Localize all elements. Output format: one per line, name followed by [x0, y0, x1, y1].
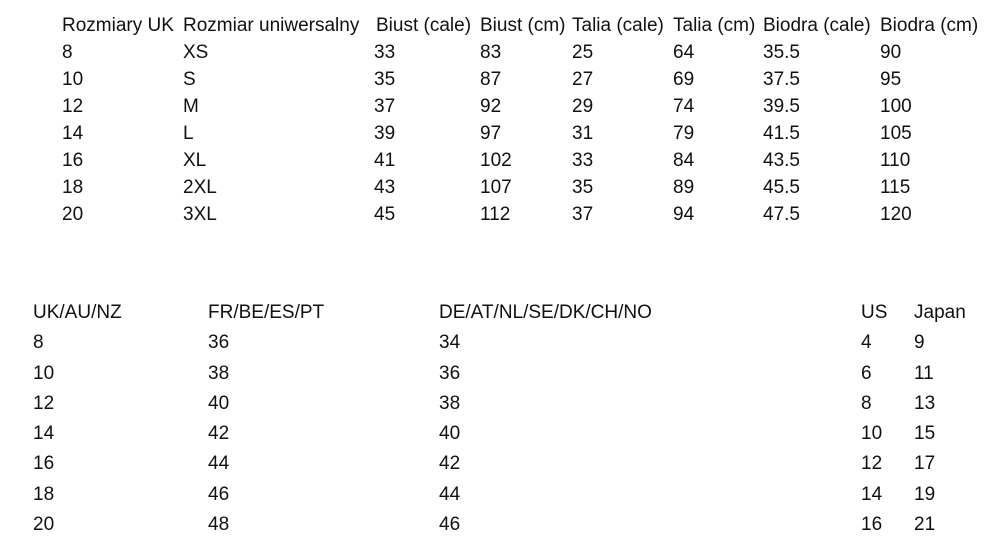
- header-biust-cale: Biust (cale): [376, 15, 472, 36]
- table-cell: 112: [480, 204, 511, 225]
- size-chart-body: [0, 39, 1000, 228]
- table-cell: 29: [572, 96, 594, 117]
- table-cell: 74: [673, 96, 695, 117]
- table-cell: 84: [673, 150, 695, 171]
- table-row: [0, 389, 1000, 419]
- table-cell: 48: [208, 514, 230, 536]
- table-cell: 100: [880, 96, 912, 117]
- table-cell: 37: [572, 204, 594, 225]
- table-cell: 97: [480, 123, 502, 144]
- header-japan: Japan: [914, 302, 966, 323]
- header-biodra-cale: Biodra (cale): [763, 15, 871, 36]
- table-cell: S: [183, 69, 196, 90]
- table-cell: 90: [880, 42, 902, 63]
- table-cell: 115: [880, 177, 911, 198]
- table-cell: 12: [62, 96, 84, 117]
- header-biodra-cm: Biodra (cm): [880, 15, 979, 36]
- table-cell: 34: [439, 332, 461, 354]
- table-cell: 36: [208, 332, 230, 354]
- table-cell: 17: [914, 453, 936, 475]
- header-talia-cm: Talia (cm): [673, 15, 756, 36]
- header-de-at-nl-se-dk-ch-no: DE/AT/NL/SE/DK/CH/NO: [439, 302, 652, 323]
- table-cell: 38: [439, 392, 461, 414]
- table-row: [0, 201, 1000, 228]
- table-cell: 79: [673, 123, 695, 144]
- table-cell: 89: [673, 177, 695, 198]
- header-biust-cm: Biust (cm): [480, 15, 566, 36]
- table-cell: 15: [914, 423, 936, 445]
- size-conversion-body: [0, 328, 1000, 540]
- table-cell: 36: [439, 362, 461, 384]
- table-cell: 25: [572, 42, 594, 63]
- table-cell: 40: [439, 423, 461, 445]
- table-cell: 16: [33, 453, 55, 475]
- table-cell: 44: [439, 483, 461, 505]
- table-cell: 35: [572, 177, 594, 198]
- table-cell: 21: [914, 514, 936, 536]
- table-cell: 39.5: [763, 96, 800, 117]
- table-cell: M: [183, 96, 199, 117]
- size-conversion-header-row: [0, 298, 1000, 328]
- table-cell: 37: [374, 96, 396, 117]
- table-cell: 31: [572, 123, 594, 144]
- table-cell: 87: [480, 69, 502, 90]
- table-cell: 19: [914, 483, 936, 505]
- table-cell: 10: [62, 69, 84, 90]
- size-conversion-table: [0, 298, 1000, 540]
- table-row: [0, 328, 1000, 358]
- table-cell: 41.5: [763, 123, 800, 144]
- table-row: [0, 359, 1000, 389]
- header-us: US: [861, 302, 888, 323]
- table-cell: L: [183, 123, 194, 144]
- table-cell: 14: [861, 483, 883, 505]
- header-uk-au-nz: UK/AU/NZ: [33, 302, 122, 323]
- table-cell: 41: [374, 150, 396, 171]
- table-cell: 4: [861, 332, 872, 354]
- table-cell: 38: [208, 362, 230, 384]
- table-cell: 42: [208, 423, 230, 445]
- table-cell: 33: [374, 42, 396, 63]
- header-fr-be-es-pt: FR/BE/ES/PT: [208, 302, 325, 323]
- table-cell: 120: [880, 204, 912, 225]
- table-cell: 43.5: [763, 150, 800, 171]
- table-cell: 13: [914, 392, 936, 414]
- table-row: [0, 147, 1000, 174]
- table-cell: 14: [33, 423, 55, 445]
- table-cell: 12: [861, 453, 883, 475]
- table-cell: 83: [480, 42, 502, 63]
- table-cell: 64: [673, 42, 695, 63]
- table-cell: 37.5: [763, 69, 800, 90]
- table-cell: 2XL: [183, 177, 217, 198]
- table-cell: 46: [439, 514, 461, 536]
- table-cell: 110: [880, 150, 911, 171]
- table-cell: 45: [374, 204, 396, 225]
- table-cell: 33: [572, 150, 594, 171]
- header-talia-cale: Talia (cale): [572, 15, 664, 36]
- table-cell: 43: [374, 177, 396, 198]
- table-cell: 8: [861, 392, 872, 414]
- table-row: [0, 120, 1000, 147]
- table-cell: 42: [439, 453, 461, 475]
- header-rozmiar-uniwersalny: Rozmiar uniwersalny: [183, 15, 360, 36]
- size-chart-table: [0, 12, 1000, 228]
- table-cell: 10: [33, 362, 55, 384]
- table-row: [0, 480, 1000, 510]
- table-cell: 9: [914, 332, 925, 354]
- table-cell: 69: [673, 69, 695, 90]
- table-row: [0, 510, 1000, 540]
- table-cell: 27: [572, 69, 594, 90]
- table-row: [0, 93, 1000, 120]
- table-cell: 8: [33, 332, 44, 354]
- table-cell: 11: [914, 362, 934, 384]
- table-cell: 18: [62, 177, 84, 198]
- table-cell: 46: [208, 483, 230, 505]
- table-cell: 20: [33, 514, 55, 536]
- table-cell: 40: [208, 392, 230, 414]
- table-cell: 12: [33, 392, 55, 414]
- table-cell: 102: [480, 150, 512, 171]
- table-cell: XL: [183, 150, 207, 171]
- table-row: [0, 449, 1000, 479]
- table-cell: XS: [183, 42, 209, 63]
- table-cell: 18: [33, 483, 55, 505]
- table-cell: 16: [62, 150, 84, 171]
- table-cell: 14: [62, 123, 84, 144]
- table-cell: 16: [861, 514, 883, 536]
- table-cell: 3XL: [183, 204, 217, 225]
- table-row: [0, 66, 1000, 93]
- table-cell: 45.5: [763, 177, 800, 198]
- header-rozmiary-uk: Rozmiary UK: [62, 15, 174, 36]
- table-cell: 8: [62, 42, 73, 63]
- table-row: [0, 174, 1000, 201]
- table-cell: 94: [673, 204, 695, 225]
- size-chart-header-row: [0, 12, 1000, 39]
- table-cell: 44: [208, 453, 230, 475]
- table-cell: 20: [62, 204, 84, 225]
- table-cell: 39: [374, 123, 396, 144]
- table-cell: 10: [861, 423, 883, 445]
- table-cell: 92: [480, 96, 502, 117]
- table-cell: 95: [880, 69, 902, 90]
- table-row: [0, 419, 1000, 449]
- table-cell: 107: [480, 177, 512, 198]
- table-cell: 35.5: [763, 42, 800, 63]
- table-row: [0, 39, 1000, 66]
- table-cell: 6: [861, 362, 872, 384]
- table-cell: 47.5: [763, 204, 800, 225]
- table-cell: 35: [374, 69, 396, 90]
- table-cell: 105: [880, 123, 912, 144]
